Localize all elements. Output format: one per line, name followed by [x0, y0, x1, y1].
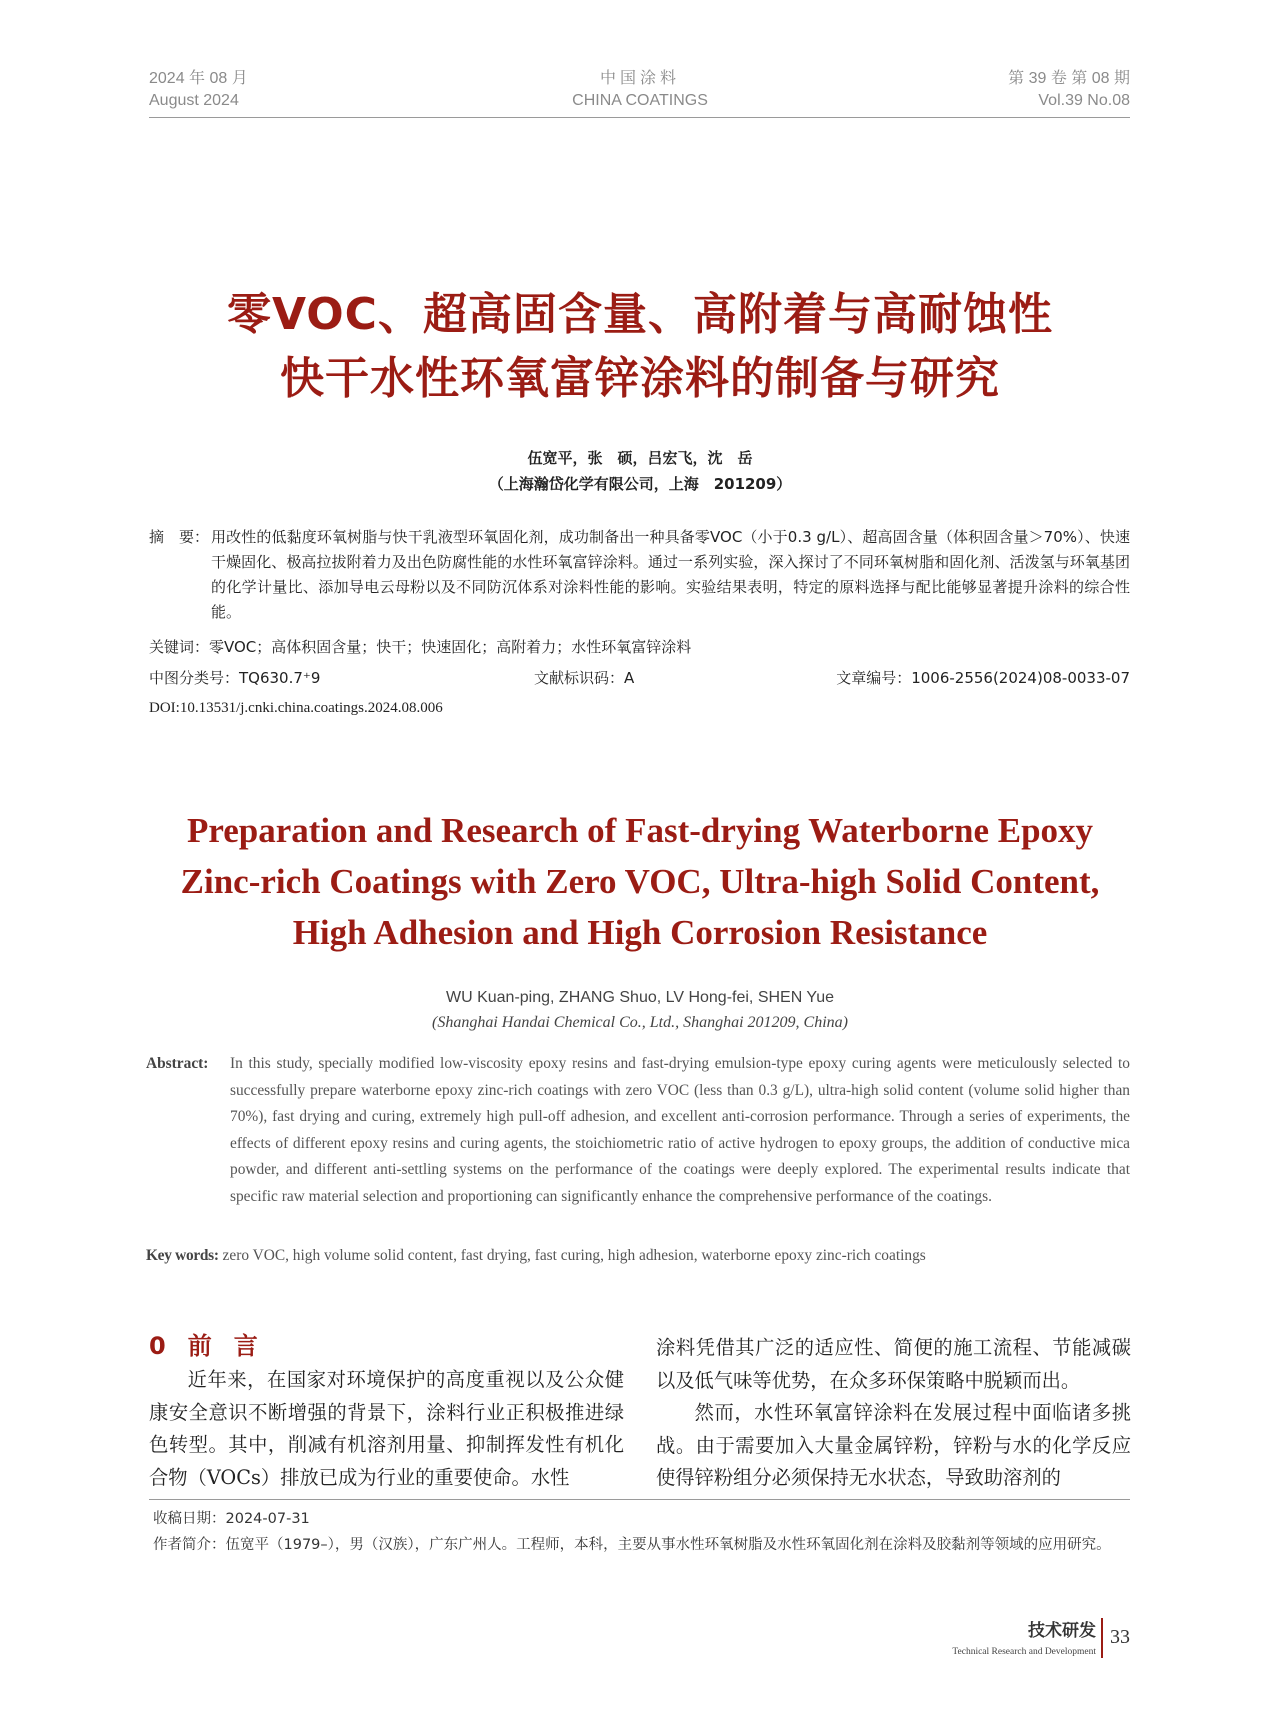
- affiliation-en: (Shanghai Handai Chemical Co., Ltd., Shanghai 201209, China): [432, 1014, 848, 1031]
- authors-en: WU Kuan-ping, ZHANG Shuo, LV Hong-fei, SHEN Yue: [445, 989, 835, 1006]
- footnote-divider: [149, 1499, 1130, 1500]
- title-en-line2: Zinc-rich Coatings with Zero VOC, Ultra-high Solid Content,: [180, 862, 1100, 901]
- section-heading: [149, 1330, 280, 1362]
- authors-block-cn: [340, 445, 940, 497]
- header-issue: [880, 68, 1130, 112]
- abstract-cn: [149, 525, 1130, 625]
- authors-cn: 伍宽平，张 硕，吕宏飞，沈 岳: [527, 449, 753, 467]
- title-cn: [120, 283, 1160, 411]
- keywords-en: [146, 1244, 1130, 1268]
- body-column-left: [149, 1364, 624, 1494]
- footer-section-cn: 技术研发: [1028, 1621, 1096, 1641]
- header-journal: [540, 68, 740, 112]
- abstract-cn-label: 摘 要：: [149, 528, 210, 546]
- body-column-right: [656, 1332, 1131, 1495]
- footer-divider: [1101, 1618, 1103, 1658]
- article-number: 文章编号：1006-2556(2024)08-0033-07: [836, 669, 1130, 687]
- affiliation-cn: （上海瀚岱化学有限公司，上海 201209）: [488, 475, 792, 493]
- title-cn-line1: 零VOC、超高固含量、高附着与高耐蚀性: [227, 289, 1053, 340]
- abstract-en-text: In this study, specially modified low-viscosity epoxy resins and fast-drying emulsion-type epoxy curing agents were meticulously selected to successfully prepare waterborne epoxy zinc-rich coatings with zero VOC (less than 0.3 g/L), ultra-high solid content (volume solid higher than 70%), fast drying and curing, extremely high pull-off adhesion, and excellent anti-corrosion performance. Through a series of experiments, the effects of different epoxy resins and curing agents, the stoichiometric ratio of active hydrogen to epoxy groups, the addition of conductive mica powder, and different anti-settling systems on the performance of the coatings were deeply explored. The experimental results indicate that specific raw material selection and proportioning can significantly enhance the comprehensive performance of the coatings.: [230, 1055, 1130, 1205]
- received-date: 收稿日期：2024-07-31: [153, 1511, 310, 1527]
- title-en: [120, 805, 1160, 958]
- keywords-en-label: Key words:: [146, 1247, 219, 1264]
- doi: DOI:10.13531/j.cnki.china.coatings.2024.08.006: [149, 700, 443, 716]
- header-divider: [149, 117, 1130, 118]
- body-paragraph: 涂料凭借其广泛的适应性、简便的施工流程、节能减碳以及低气味等优势，在众多环保策略中脱颖而出。: [656, 1336, 1131, 1392]
- title-en-line3: High Adhesion and High Corrosion Resistance: [292, 913, 988, 952]
- header-issue-cn: 第 39 卷 第 08 期: [1008, 70, 1130, 87]
- keywords-en-text: zero VOC, high volume solid content, fast drying, fast curing, high adhesion, waterborne epoxy zinc-rich coatings: [222, 1247, 926, 1264]
- footer-section-en: Technical Research and Development: [952, 1647, 1096, 1657]
- page-number: 33: [1110, 1626, 1130, 1648]
- clc-number: 中图分类号：TQ630.7⁺9: [149, 669, 321, 687]
- abstract-en-label: Abstract:: [146, 1055, 209, 1072]
- header-date: [149, 68, 248, 112]
- body-paragraph: 近年来，在国家对环境保护的高度重视以及公众健康安全意识不断增强的背景下，涂料行业正积极推进绿色转型。其中，削减有机溶剂用量、抑制挥发性有机化合物（VOCs）排放已成为行业的重要使命。水性: [149, 1368, 624, 1489]
- classification-row: [149, 666, 1130, 690]
- section-number: 0: [149, 1332, 166, 1360]
- title-en-line1: Preparation and Research of Fast-drying Waterborne Epoxy: [186, 811, 1094, 850]
- header-issue-en: Vol.39 No.08: [1038, 92, 1130, 109]
- section-title: 前言: [187, 1332, 280, 1360]
- footnote: [153, 1506, 1130, 1558]
- document-code: 文献标识码：A: [534, 669, 635, 687]
- author-bio: 作者简介：伍宽平（1979–），男（汉族），广东广州人。工程师，本科，主要从事水性环氧树脂及水性环氧固化剂在涂料及胶黏剂等领域的应用研究。: [153, 1537, 1111, 1553]
- header-journal-cn: 中国涂料: [599, 70, 680, 87]
- abstract-cn-text: 用改性的低黏度环氧树脂与快干乳液型环氧固化剂，成功制备出一种具备零VOC（小于0.3 g/L）、超高固含量（体积固含量＞70%）、快速干燥固化、极高拉拔附着力及出色防腐性能的水性环氧富锌涂料。通过一系列实验，深入探讨了不同环氧树脂和固化剂、活泼氢与环氧基团的化学计量比、添加导电云母粉以及不同防沉体系对涂料性能的影响。实验结果表明，特定的原料选择与配比能够显著提升涂料的综合性能。: [211, 528, 1130, 621]
- abstract-en: [146, 1051, 1130, 1211]
- body-paragraph: 然而，水性环氧富锌涂料在发展过程中面临诸多挑战。由于需要加入大量金属锌粉，锌粉与水的化学反应使得锌粉组分必须保持无水状态，导致助溶剂的: [656, 1401, 1131, 1489]
- title-cn-line2: 快干水性环氧富锌涂料的制备与研究: [280, 353, 1000, 404]
- header-date-cn: 2024 年 08 月: [149, 70, 248, 87]
- header-date-en: August 2024: [149, 92, 239, 109]
- header-journal-en: CHINA COATINGS: [572, 92, 708, 109]
- keywords-cn: 关键词：零VOC；高体积固含量；快干；快速固化；高附着力；水性环氧富锌涂料: [149, 638, 692, 656]
